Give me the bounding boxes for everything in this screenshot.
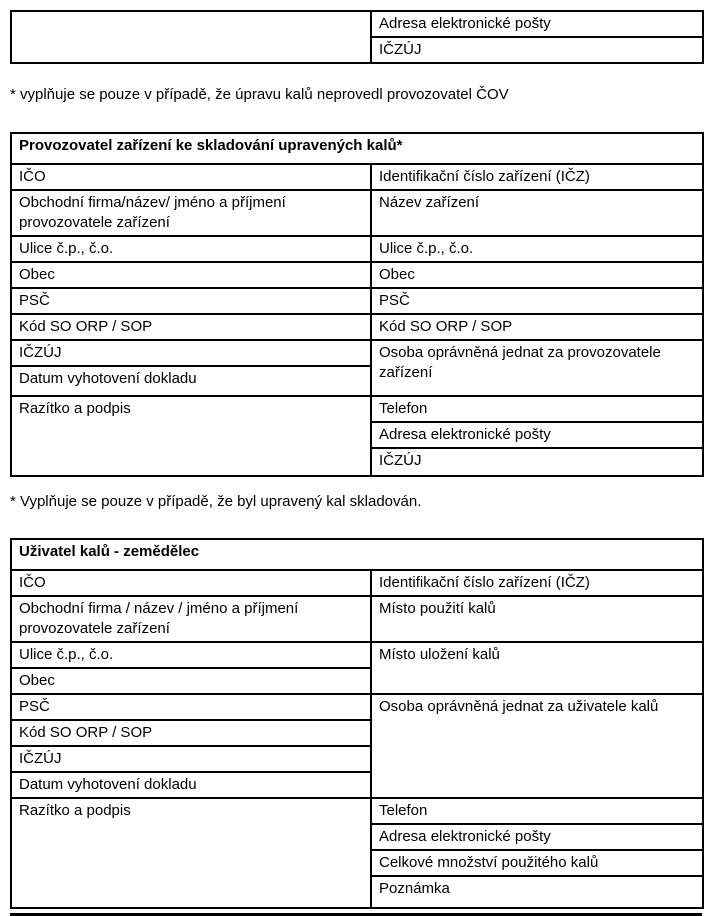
sludge-user-table [10,538,704,909]
cell-storage-place: Místo uložení kalů [371,642,703,694]
cell-municipality-left: Obec [11,262,371,288]
cell-stamp-signature: Razítko a podpis [11,396,371,476]
cell-psc: PSČ [11,694,371,720]
cell-iczuj: IČZÚJ [11,746,371,772]
storage-operator-table [10,132,704,477]
cell-street-right: Ulice č.p., č.o. [371,236,703,262]
cell-company-name: Obchodní firma/název/ jméno a příjmení provozovatele zařízení [11,190,371,236]
cell-street: Ulice č.p., č.o. [11,642,371,668]
footnote-storage: * Vyplňuje se pouze v případě, že byl upravený kal skladován. [10,493,422,510]
cell-iczuj-right: IČZÚJ [371,448,703,476]
cell-empty-left [11,11,371,63]
cell-iczuj: IČZÚJ [371,37,703,63]
cell-municipality: Obec [11,668,371,694]
cell-authorized-person: Osoba oprávněná jednat za uživatele kalů [371,694,703,798]
cell-issue-date: Datum vyhotovení dokladu [11,772,371,798]
storage-operator-table-title: Provozovatel zařízení ke skladování upravených kalů* [11,133,703,164]
footnote-cov: * vyplňuje se pouze v případě, že úpravu kalů neprovedl provozovatel ČOV [10,86,509,103]
cell-psc-left: PSČ [11,288,371,314]
cell-phone: Telefon [371,798,703,824]
cell-ico: IČO [11,570,371,596]
cell-orp-left: Kód SO ORP / SOP [11,314,371,340]
cell-note: Poznámka [371,876,703,908]
cell-street-left: Ulice č.p., č.o. [11,236,371,262]
cell-icz: Identifikační číslo zařízení (IČZ) [371,164,703,190]
cell-iczuj-left: IČZÚJ [11,340,371,366]
cell-icz: Identifikační číslo zařízení (IČZ) [371,570,703,596]
previous-section-table [10,10,704,64]
cell-email: Adresa elektronické pošty [371,11,703,37]
cell-psc-right: PSČ [371,288,703,314]
cell-email: Adresa elektronické pošty [371,824,703,850]
cell-orp-right: Kód SO ORP / SOP [371,314,703,340]
cell-company-name: Obchodní firma / název / jméno a příjmení provozovatele zařízení [11,596,371,642]
cell-municipality-right: Obec [371,262,703,288]
cell-stamp-signature: Razítko a podpis [11,798,371,908]
cell-ico: IČO [11,164,371,190]
cell-orp: Kód SO ORP / SOP [11,720,371,746]
sludge-user-table-title: Uživatel kalů - zemědělec [11,539,703,570]
cell-phone: Telefon [371,396,703,422]
cell-issue-date: Datum vyhotovení dokladu [11,366,371,396]
cell-facility-name: Název zařízení [371,190,703,236]
cell-email: Adresa elektronické pošty [371,422,703,448]
cell-usage-place: Místo použití kalů [371,596,703,642]
cell-authorized-person: Osoba oprávněná jednat za provozovatele zařízení [371,340,703,396]
cell-total-amount: Celkové množství použitého kalů [371,850,703,876]
